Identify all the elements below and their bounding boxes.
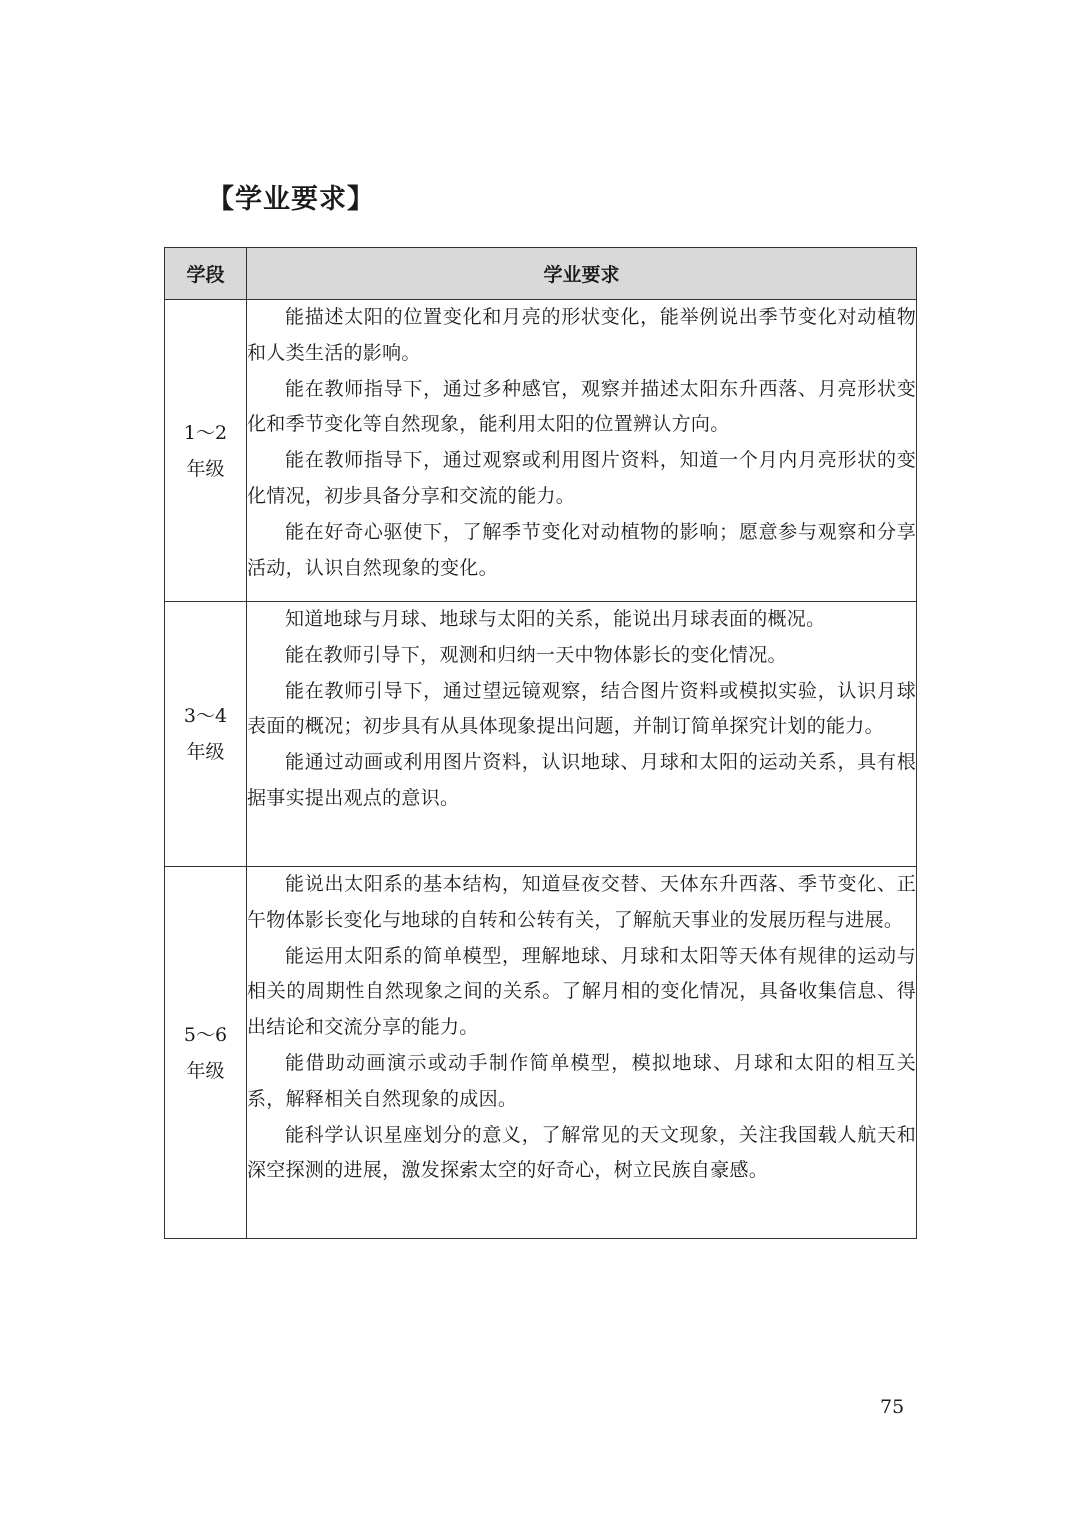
requirement-paragraph: 能在教师引导下，通过望远镜观察，结合图片资料或模拟实验，认识月球表面的概况；初步具有从具体现象提出问题，并制订简单探究计划的能力。 [247,679,916,738]
stage-range: 3～4 [183,705,228,727]
stage-unit: 年级 [186,1059,225,1082]
page-number: 75 [880,1396,905,1418]
table-row [165,867,917,1239]
header-stage: 学段 [165,248,247,300]
stage-range: 5～6 [183,1023,228,1046]
requirement-paragraph: 能借助动画演示或动手制作简单模型，模拟地球、月球和太阳的相互关系，解释相关自然现象的成因。 [247,1051,916,1110]
stage-unit: 年级 [186,741,225,763]
header-requirements: 学业要求 [247,248,917,300]
requirement-paragraph: 能在教师指导下，通过观察或利用图片资料，知道一个月内月亮形状的变化情况，初步具备分享和交流的能力。 [247,449,916,507]
stage-cell [165,867,247,1239]
requirement-paragraph: 能通过动画或利用图片资料，认识地球、月球和太阳的运动关系，具有根据事实提出观点的意识。 [247,751,916,809]
requirement-paragraph: 能运用太阳系的简单模型，理解地球、月球和太阳等天体有规律的运动与相关的周期性自然现象之间的关系。了解月相的变化情况，具备收集信息、得出结论和交流分享的能力。 [247,944,916,1039]
requirement-paragraph: 能在好奇心驱使下，了解季节变化对动植物的影响；愿意参与观察和分享活动，认识自然现象的变化。 [247,520,916,579]
stage-cell [165,602,247,867]
stage-unit: 年级 [186,457,225,480]
requirements-table [164,247,917,1239]
requirement-paragraph: 知道地球与月球、地球与太阳的关系，能说出月球表面的概况。 [285,608,826,630]
table-row [165,300,917,602]
requirements-cell [247,300,917,602]
stage-range: 1～2 [183,421,228,444]
requirement-paragraph: 能科学认识星座划分的意义，了解常见的天文现象，关注我国载人航天和深空探测的进展，激发探索太空的好奇心，树立民族自豪感。 [247,1123,916,1182]
requirements-cell [247,602,917,867]
table-row [165,602,917,867]
requirement-paragraph: 能在教师引导下，观测和归纳一天中物体影长的变化情况。 [285,643,787,666]
section-title: 【学业要求】 [207,184,375,215]
table-header-row [165,248,917,300]
requirement-paragraph: 能说出太阳系的基本结构，知道昼夜交替、天体东升西落、季节变化、正午物体影长变化与地球的自转和公转有关，了解航天事业的发展历程与进展。 [247,873,916,931]
stage-cell [165,300,247,602]
requirement-paragraph: 能在教师指导下，通过多种感官，观察并描述太阳东升西落、月亮形状变化和季节变化等自然现象，能利用太阳的位置辨认方向。 [247,377,916,436]
requirements-cell [247,867,917,1239]
requirement-paragraph: 能描述太阳的位置变化和月亮的形状变化，能举例说出季节变化对动植物和人类生活的影响。 [247,306,916,364]
